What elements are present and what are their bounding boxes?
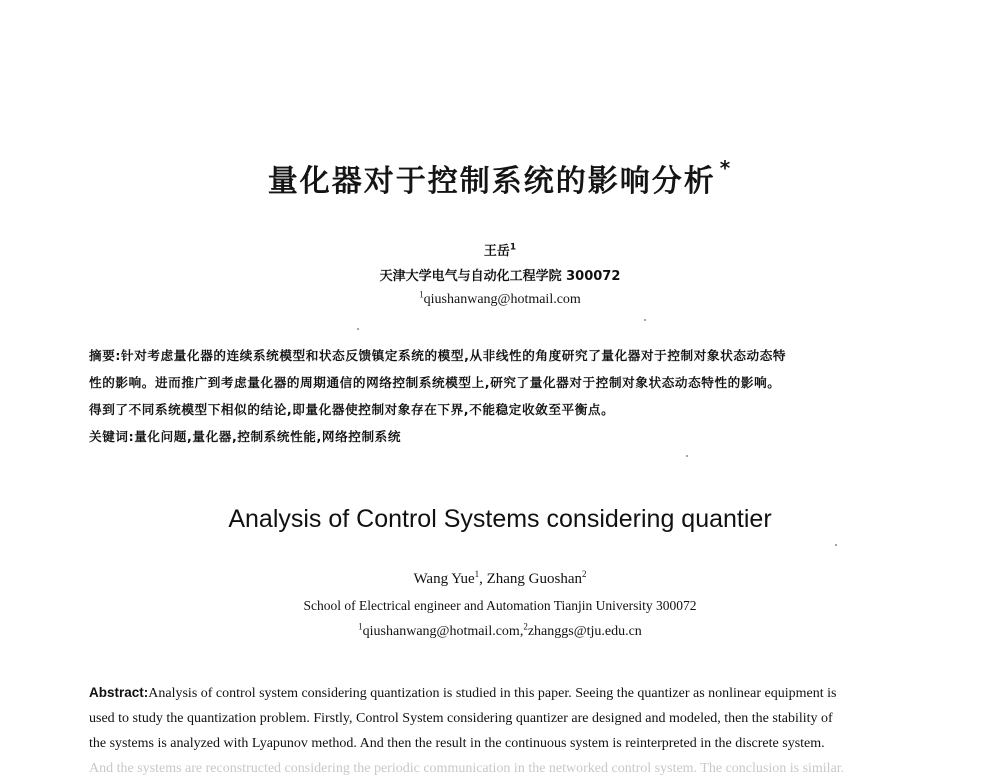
chinese-email [0,289,1000,308]
chinese-abstract-line-2: 性的影响。进而推广到考虑量化器的周期通信的网络控制系统模型上,研究了量化器对于控制对象状态动态特性的影响。 [89,375,781,390]
english-emails [0,621,1000,640]
english-authors [0,571,1000,588]
chinese-keywords-label: 关键词: [89,429,135,444]
english-abstract-line-3: the systems is analyzed with Lyapunov method. And then the result in the continuous system is reinterpreted in the discrete system. [89,736,825,751]
author-2-name: Zhang Guoshan [486,571,583,587]
chinese-keywords-text: 量化问题,量化器,控制系统性能,网络控制系统 [134,429,402,444]
english-title: Analysis of Control Systems considering quantier [228,505,772,533]
english-abstract-line-2: used to study the quantization problem. Firstly, Control System considering quantizer are designed and modeled, then the stability of [89,711,833,726]
author-superscript: 1 [509,242,517,253]
chinese-abstract-text: 针对考虑量化器的连续系统模型和状态反馈镇定系统的模型,从非线性的角度研究了量化器对于控制对象状态动态特 [121,348,787,363]
author-1-name: Wang Yue [413,571,475,587]
chinese-affiliation: 天津大学电气与自动化工程学院 300072 [379,269,621,284]
title-footnote-mark: * [719,156,733,180]
author-separator: , [479,571,487,587]
chinese-abstract-line-1 [89,342,919,369]
author-2-superscript: 2 [582,569,587,579]
english-abstract-line-4-cut: And the systems are reconstructed considering the periodic communication in the networked control system. The conclusion is similar. [89,761,845,776]
email-2-superscript: 2 [523,621,528,632]
scan-speck [357,328,359,330]
email-1-link[interactable]: qiushanwang@hotmail.com, [362,624,524,639]
chinese-keywords [89,423,919,450]
chinese-title-text: 量化器对于控制系统的影响分析 [267,164,716,199]
chinese-title [0,156,1000,200]
english-abstract-label: Abstract: [89,685,149,700]
chinese-email-link[interactable]: qiushanwang@hotmail.com [423,292,581,307]
author-1-superscript: 1 [474,569,480,579]
english-abstract-line-1 [89,680,919,706]
scan-speck [835,544,837,546]
english-abstract-text: Analysis of control system considering quantization is studied in this paper. Seeing the quantizer as nonlinear equipment is [148,686,837,701]
scan-speck [644,319,646,321]
english-affiliation: School of Electrical engineer and Automation Tianjin University 300072 [303,598,697,613]
chinese-author [0,240,1000,259]
chinese-abstract-line-3: 得到了不同系统模型下相似的结论,即量化器使控制对象存在下界,不能稳定收敛至平衡点。 [89,402,615,417]
chinese-author-name: 王岳 [483,244,510,259]
chinese-abstract [89,342,919,450]
email-2-link[interactable]: zhanggs@tju.edu.cn [527,624,642,639]
english-abstract [89,680,919,781]
scan-speck [686,455,688,457]
email-1-superscript: 1 [358,621,363,632]
email-superscript: 1 [419,289,424,300]
chinese-abstract-label: 摘要: [89,348,122,363]
